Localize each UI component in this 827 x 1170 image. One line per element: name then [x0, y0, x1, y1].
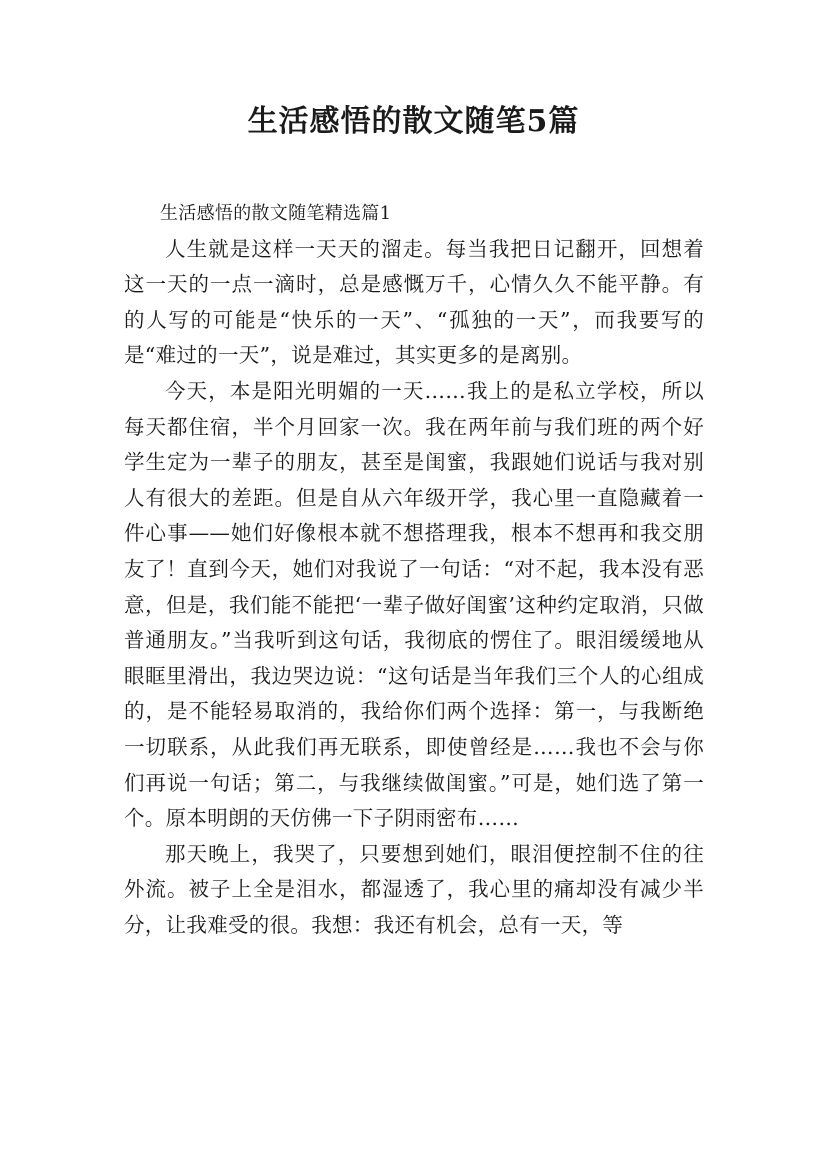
paragraph-1: 人生就是这样一天天的溜走。每当我把日记翻开，回想着这一天的一点一滴时，总是感慨万千，心情久久不能平静。有的人写的可能是“快乐的一天”、“孤独的一天”，而我要写的是“难过的一天”，说是难过，其实更多的是离别。 [124, 236, 704, 368]
paragraph-2: 今天，本是阳光明媚的一天……我上的是私立学校，所以每天都住宿，半个月回家一次。我在两年前与我们班的两个好学生定为一辈子的朋友，甚至是闺蜜，我跟她们说话与我对别人有很大的差距。但是自从六年级开学，我心里一直隐藏着一件心事——她们好像根本就不想搭理我，根本不想再和我交朋友了！直到今天，她们对我说了一句话：“对不起，我本没有恶意，但是，我们能不能把‘一辈子做好闺蜜’这种约定取消，只做普通朋友。”当我听到这句话，我彻底的愣住了。眼泪缓缓地从眼眶里滑出，我边哭边说：“这句话是当年我们三个人的心组成的，是不能轻易取消的，我给你们两个选择：第一，与我断绝一切联系，从此我们再无联系，即使曾经是……我也不会与你们再说一句话；第二，与我继续做闺蜜。”可是，她们选了第一个。原本明朗的天仿佛一下子阴雨密布…… [124, 378, 704, 831]
paragraph-3: 那天晚上，我哭了，只要想到她们，眼泪便控制不住的往外流。被子上全是泪水，都湿透了，我心里的痛却没有减少半分，让我难受的很。我想：我还有机会，总有一天，等 [124, 841, 704, 937]
document-body [124, 196, 704, 943]
document-title: 生活感悟的散文随笔5篇 [247, 104, 580, 139]
section-subtitle: 生活感悟的散文随笔精选篇1 [160, 203, 392, 224]
